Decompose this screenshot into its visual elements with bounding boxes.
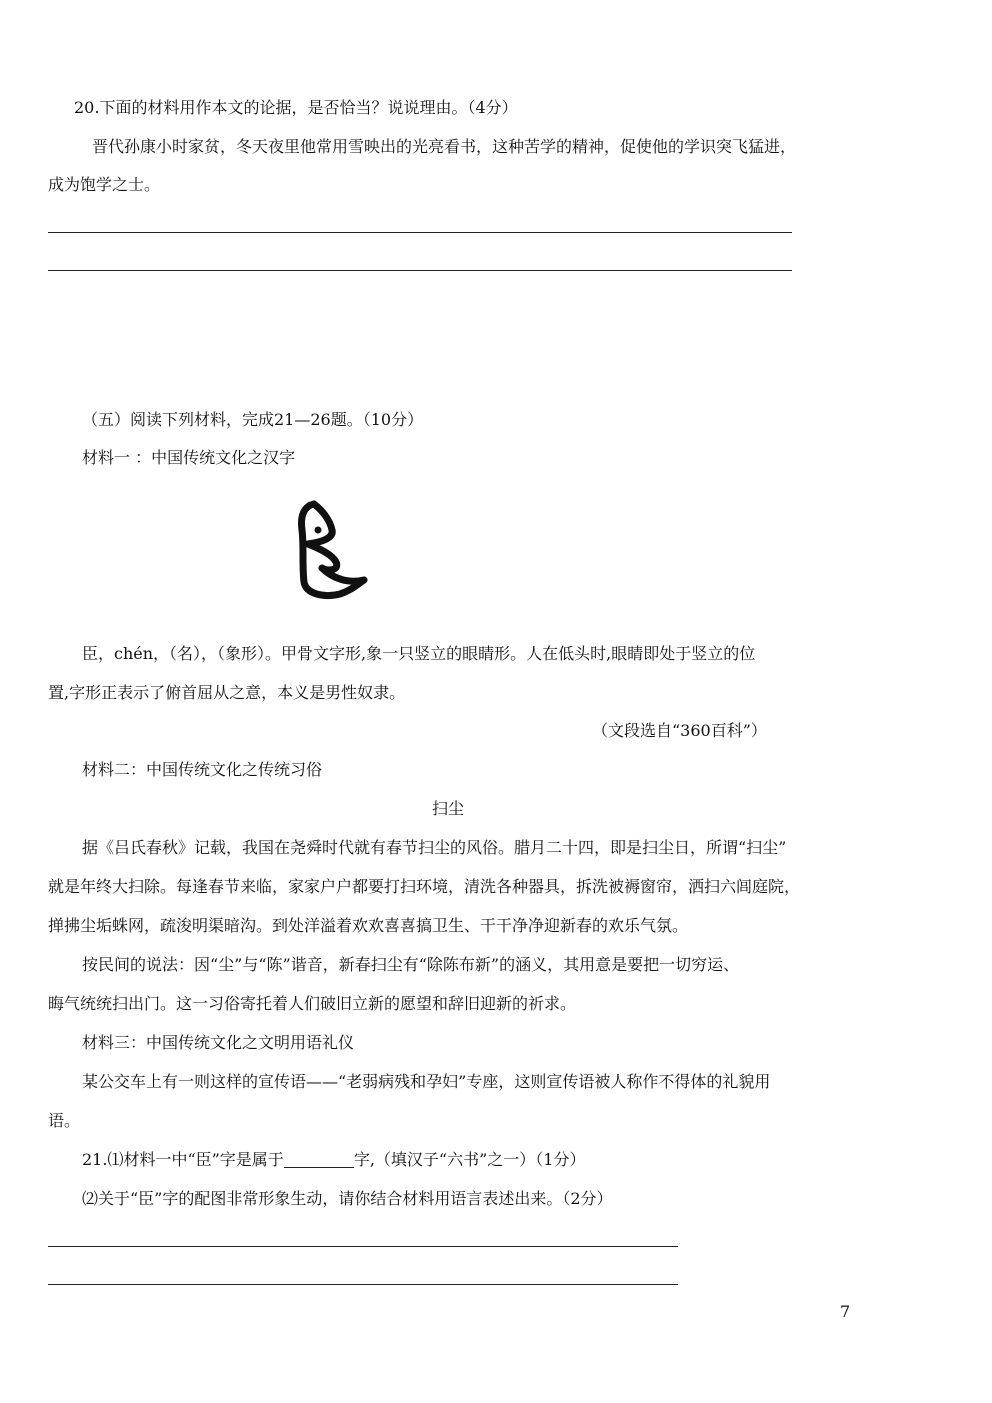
question-20: 20.下面的材料用作本文的论据，是否恰当？说说理由。（4分） — [74, 98, 518, 117]
q21-fill-in-blank[interactable] — [284, 1151, 354, 1168]
answer-line-q21-1[interactable] — [48, 1246, 678, 1247]
material-1-text-line-2: 置,字形正表示了俯首屈从之意，本义是男性奴隶。 — [48, 683, 406, 702]
answer-line-q21-2[interactable] — [48, 1284, 678, 1285]
material-2-para-1-line-3: 掸拂尘垢蛛网，疏浚明渠暗沟。到处洋溢着欢欢喜喜搞卫生、干干净净迎新春的欢乐气氛。 — [48, 916, 689, 935]
material-2-para-2-line-1: 按民间的说法：因“尘”与“陈”谐音，新春扫尘有“除陈布新”的涵义，其用意是要把一切穷运、 — [82, 955, 740, 974]
material-3-title: 材料三：中国传统文化之文明用语礼仪 — [82, 1033, 355, 1052]
q21-part-1-after: 字,（填汉子“六书”之一）（1分） — [353, 1150, 586, 1169]
answer-line-q20-2[interactable] — [48, 270, 792, 271]
q20-material-line-2: 成为饱学之士。 — [48, 175, 161, 194]
page-number: 7 — [840, 1302, 851, 1321]
section-5-intro: （五）阅读下列材料，完成21—26题。（10分） — [82, 410, 424, 429]
oracle-bone-chen-icon — [292, 500, 372, 604]
q20-material-line-1: 晋代孙康小时家贫，冬天夜里他常用雪映出的光亮看书，这种苦学的精神，促使他的学识突飞猛进， — [92, 137, 797, 156]
material-2-title: 材料二：中国传统文化之传统习俗 — [82, 760, 323, 779]
material-1-source: （文段选自“360百科”） — [592, 721, 767, 740]
material-1-title: 材料一 ：中国传统文化之汉字 — [82, 448, 296, 467]
material-2-para-2-line-2: 晦气统统扫出门。这一习俗寄托着人们破旧立新的愿望和辞旧迎新的祈求。 — [48, 994, 577, 1013]
q21-part-1-before: 21.⑴材料一中“臣”字是属于 — [82, 1150, 284, 1169]
question-21-part-2: ⑵关于“臣”字的配图非常形象生动，请你结合材料用语言表述出来。（2分） — [82, 1189, 613, 1208]
material-2-para-1-line-2: 就是年终大扫除。每逢春节来临，家家户户都要打扫环境，清洗各种器具，拆洗被褥窗帘，洒扫六闾庭院， — [48, 877, 801, 896]
answer-line-q20-1[interactable] — [48, 232, 792, 233]
material-3-text-line-2: 语。 — [48, 1111, 81, 1130]
question-21-part-1 — [82, 1150, 585, 1170]
material-1-text-line-1: 臣，chén，（名），（象形）。甲骨文字形,象一只竖立的眼睛形。人在低头时,眼睛即处于竖立的位 — [82, 644, 756, 663]
material-2-para-1-line-1: 据《吕氏春秋》记载，我国在尧舜时代就有春节扫尘的风俗。腊月二十四，即是扫尘日，所谓“扫尘” — [82, 838, 787, 857]
material-3-text-line-1: 某公交车上有一则这样的宣传语——“老弱病残和孕妇”专座，这则宣传语被人称作不得体的礼貌用 — [82, 1072, 771, 1091]
material-2-subtitle: 扫尘 — [432, 799, 465, 818]
